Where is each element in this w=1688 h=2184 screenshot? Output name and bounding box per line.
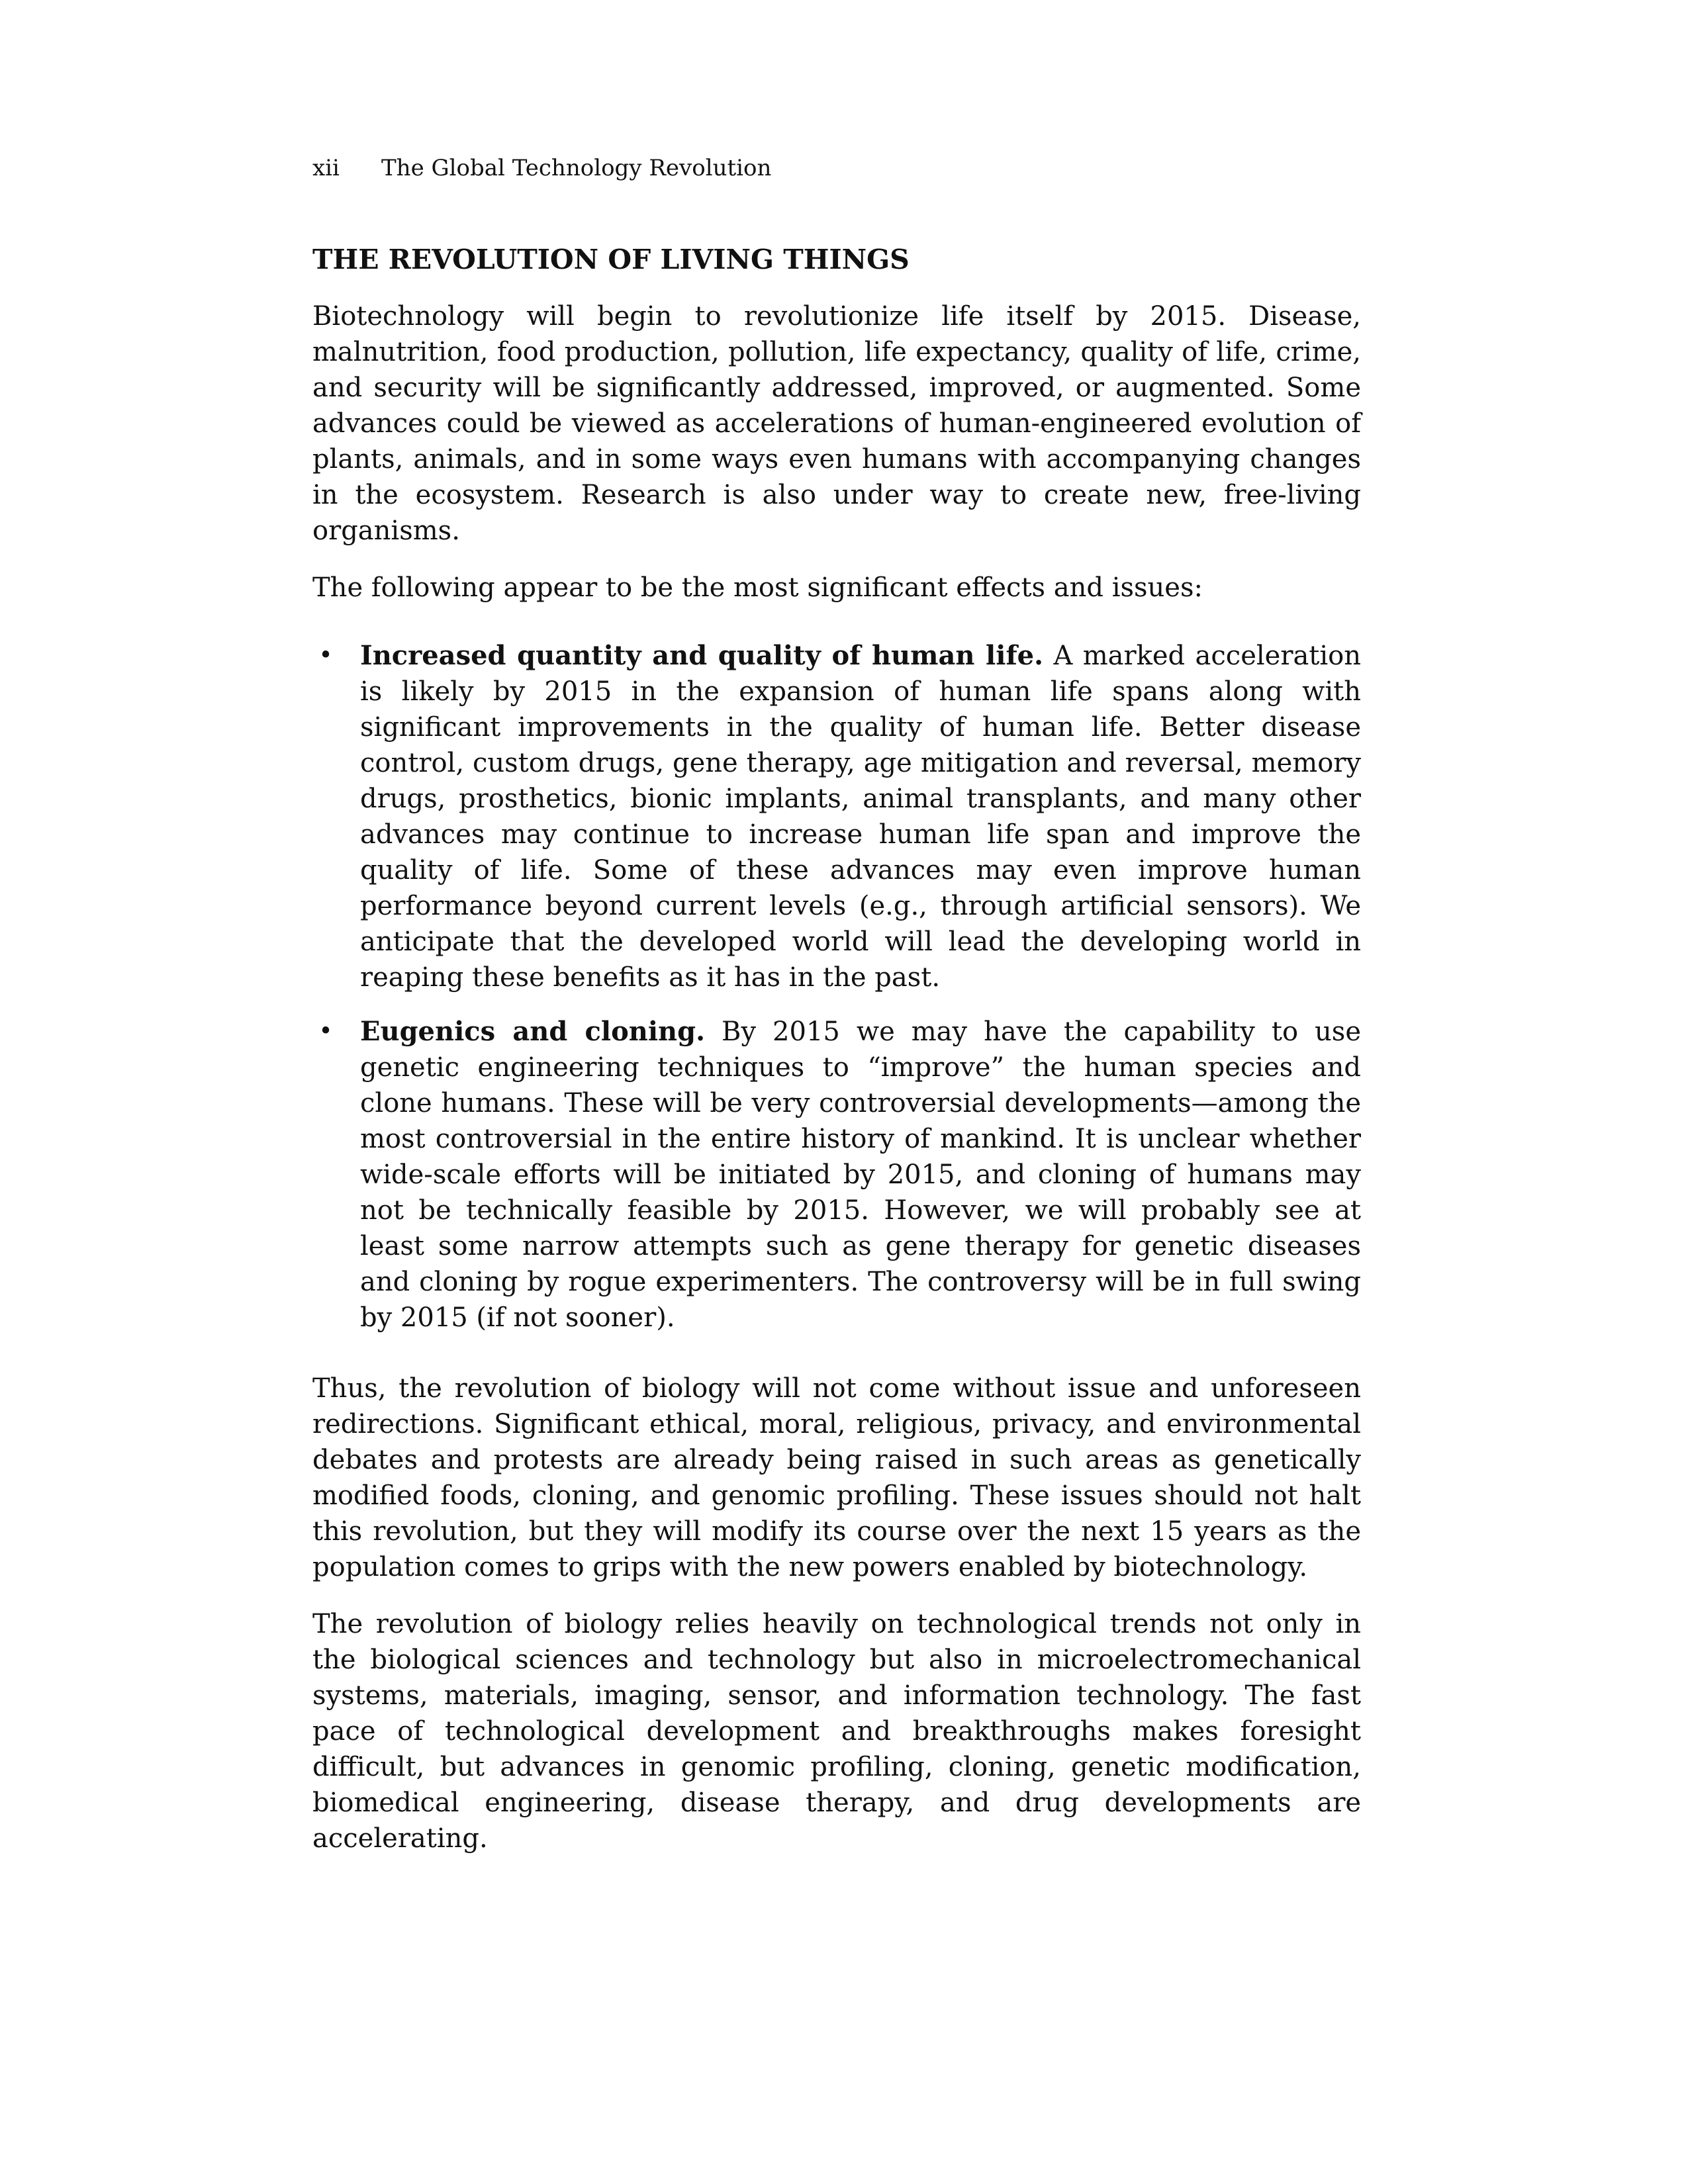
body-paragraph-final: The revolution of biology relies heavily on technological trends not only in the biological sciences and technology but also in microelectromechanical systems, materials, imaging, sensor, and information technology. The fast pace of technological development and breakthroughs makes foresight difficult, but advances in genomic profiling, cloning, genetic modification, biomedical engineering, disease therapy, and drug developments are accelerating.: [312, 1609, 1361, 1854]
list-lead-paragraph: The following appear to be the most significant effects and issues:: [312, 572, 1203, 603]
running-header: [312, 154, 771, 183]
book-title: The Global Technology Revolution: [381, 155, 772, 181]
list-item: [312, 638, 1361, 995]
list-item-text: A marked acceleration is likely by 2015 in the expansion of human life spans along with significant improvements in the quality of human life. Better disease control, custom drugs, gene therapy, age mitigation and reversal, memory drugs, prosthetics, bionic implants, animal transplants, and many other advances may continue to increase human life span and improve the quality of life. Some of these advances may even improve human performance beyond current levels (e.g., through artificial sensors). We anticipate that the developed world will lead the developing world in reaping these benefits as it has in the past.: [360, 641, 1362, 993]
list-item-heading: Eugenics and cloning.: [360, 1016, 706, 1047]
intro-paragraph: Biotechnology will begin to revolutionize life itself by 2015. Disease, malnutrition, food production, pollution, life expectancy, quality of life, crime, and security will be significantly addressed, improved, or augmented. Some advances could be viewed as accelerations of human-engineered evolution of plants, animals, and in some ways even humans with accompanying changes in the ecosystem. Research is also under way to create new, free-living organisms.: [312, 301, 1361, 546]
page-content: [312, 241, 1361, 1878]
page-number: xii: [312, 155, 340, 181]
body-paragraph-thus: Thus, the revolution of biology will not come without issue and unforeseen redirections. Significant ethical, moral, religious, privacy, and environmental debates and protests are already being raised in such areas as genetically modified foods, cloning, and genomic profiling. These issues should not halt this revolution, but they will modify its course over the next 15 years as the population comes to grips with the new powers enabled by biotechnology.: [312, 1373, 1361, 1582]
list-item: [312, 1014, 1361, 1336]
section-title: THE REVOLUTION OF LIVING THINGS: [312, 244, 910, 275]
bullet-icon: •: [318, 1018, 333, 1045]
list-item-heading: Increased quantity and quality of human life.: [360, 640, 1044, 671]
effects-list: [312, 638, 1361, 1336]
list-item-text: By 2015 we may have the capability to use genetic engineering techniques to “improve” the human species and clone humans. These will be very controversial developments—among the most controversial in the entire history of mankind. It is unclear whether wide-scale efforts will be initiated by 2015, and cloning of humans may not be technically feasible by 2015. However, we will probably see at least some narrow attempts such as gene therapy for genetic diseases and cloning by rogue experimenters. The controversy will be in full swing by 2015 (if not sooner).: [360, 1017, 1362, 1333]
bullet-icon: •: [318, 642, 333, 669]
